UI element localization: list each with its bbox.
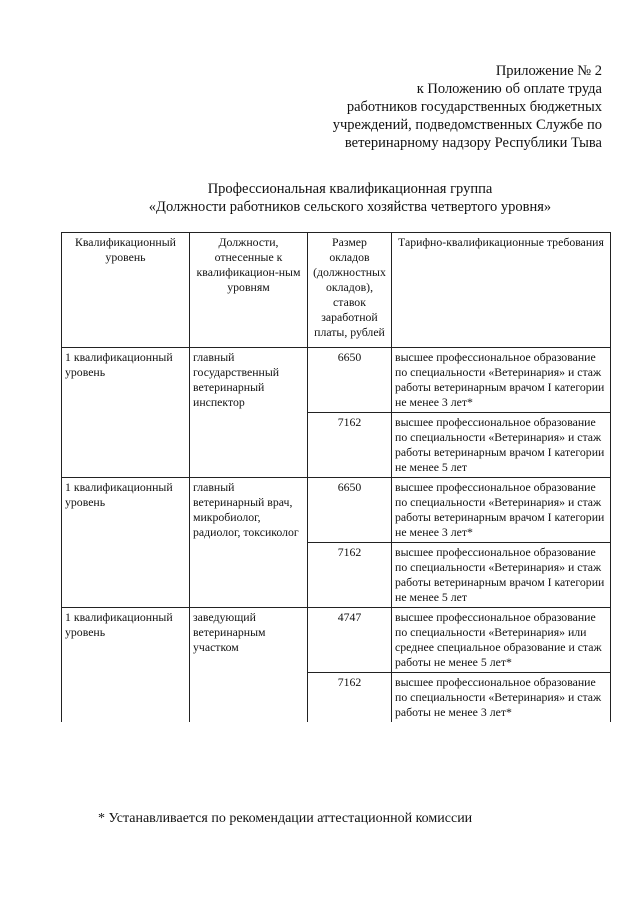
level-cell: 1 квалификационный уровень [62, 478, 190, 543]
requirements-cell: высшее профессиональное образование по специальности «Ветеринария» и стаж работы ветеринарным врачом I категории не менее 3 лет* [392, 348, 611, 413]
position-cell: главный ветеринарный врач, микробиолог, радиолог, токсиколог [190, 478, 308, 543]
salary-cell: 7162 [308, 543, 392, 608]
requirements-cell: высшее профессиональное образование по специальности «Ветеринария» и стаж работы ветеринарным врачом I категории не менее 5 лет [392, 413, 611, 478]
footnote: * Устанавливается по рекомендации аттестационной комиссии [98, 811, 473, 826]
salary-cell: 7162 [308, 673, 392, 723]
title-line-1: Профессиональная квалификационная группа [207, 181, 493, 197]
level-cell: 1 квалификационный уровень [62, 348, 190, 413]
salary-cell: 6650 [308, 478, 392, 543]
position-cell [190, 673, 308, 723]
level-cell [62, 413, 190, 478]
level-cell [62, 543, 190, 608]
title-line-2: «Должности работников сельского хозяйства четвертого уровня» [148, 199, 552, 215]
requirements-cell: высшее профессиональное образование по специальности «Ветеринария» или среднее специальное образование и стаж работы не менее 5 лет* [392, 608, 611, 673]
header-requirements: Тарифно-квалификационные требования [392, 233, 611, 348]
appendix-line: ветеринарному надзору Республики Тыва [344, 135, 602, 151]
level-cell: 1 квалификационный уровень [62, 608, 190, 673]
appendix-header [302, 62, 602, 152]
header-salary: Размер окладов (должностных окладов), ставок заработной платы, рублей [308, 233, 392, 348]
header-position: Должности, отнесенные к квалификацион-ным уровням [190, 233, 308, 348]
position-cell: заведующий ветеринарным участком [190, 608, 308, 673]
position-cell [190, 543, 308, 608]
requirements-cell: высшее профессиональное образование по специальности «Ветеринария» и стаж работы ветеринарным врачом I категории не менее 5 лет [392, 543, 611, 608]
appendix-line: учреждений, подведомственных Службе по [332, 117, 602, 133]
salary-cell: 4747 [308, 608, 392, 673]
requirements-cell: высшее профессиональное образование по специальности «Ветеринария» и стаж работы ветеринарным врачом I категории не менее 3 лет* [392, 478, 611, 543]
header-level: Квалификационный уровень [62, 233, 190, 348]
requirements-cell: высшее профессиональное образование по специальности «Ветеринария» и стаж работы не менее 3 лет* [392, 673, 611, 723]
appendix-line: Приложение № 2 [495, 63, 602, 79]
table-row [62, 478, 611, 543]
appendix-line: работников государственных бюджетных [346, 99, 602, 115]
salary-table [61, 232, 611, 722]
table-row [62, 673, 611, 723]
table-row [62, 543, 611, 608]
table-row [62, 413, 611, 478]
table-header-row [62, 233, 611, 348]
level-cell [62, 673, 190, 723]
salary-cell: 7162 [308, 413, 392, 478]
document-title [0, 180, 640, 216]
position-cell [190, 413, 308, 478]
appendix-line: к Положению об оплате труда [416, 81, 602, 97]
table-row [62, 348, 611, 413]
position-cell: главный государственный ветеринарный инспектор [190, 348, 308, 413]
table-row [62, 608, 611, 673]
salary-cell: 6650 [308, 348, 392, 413]
